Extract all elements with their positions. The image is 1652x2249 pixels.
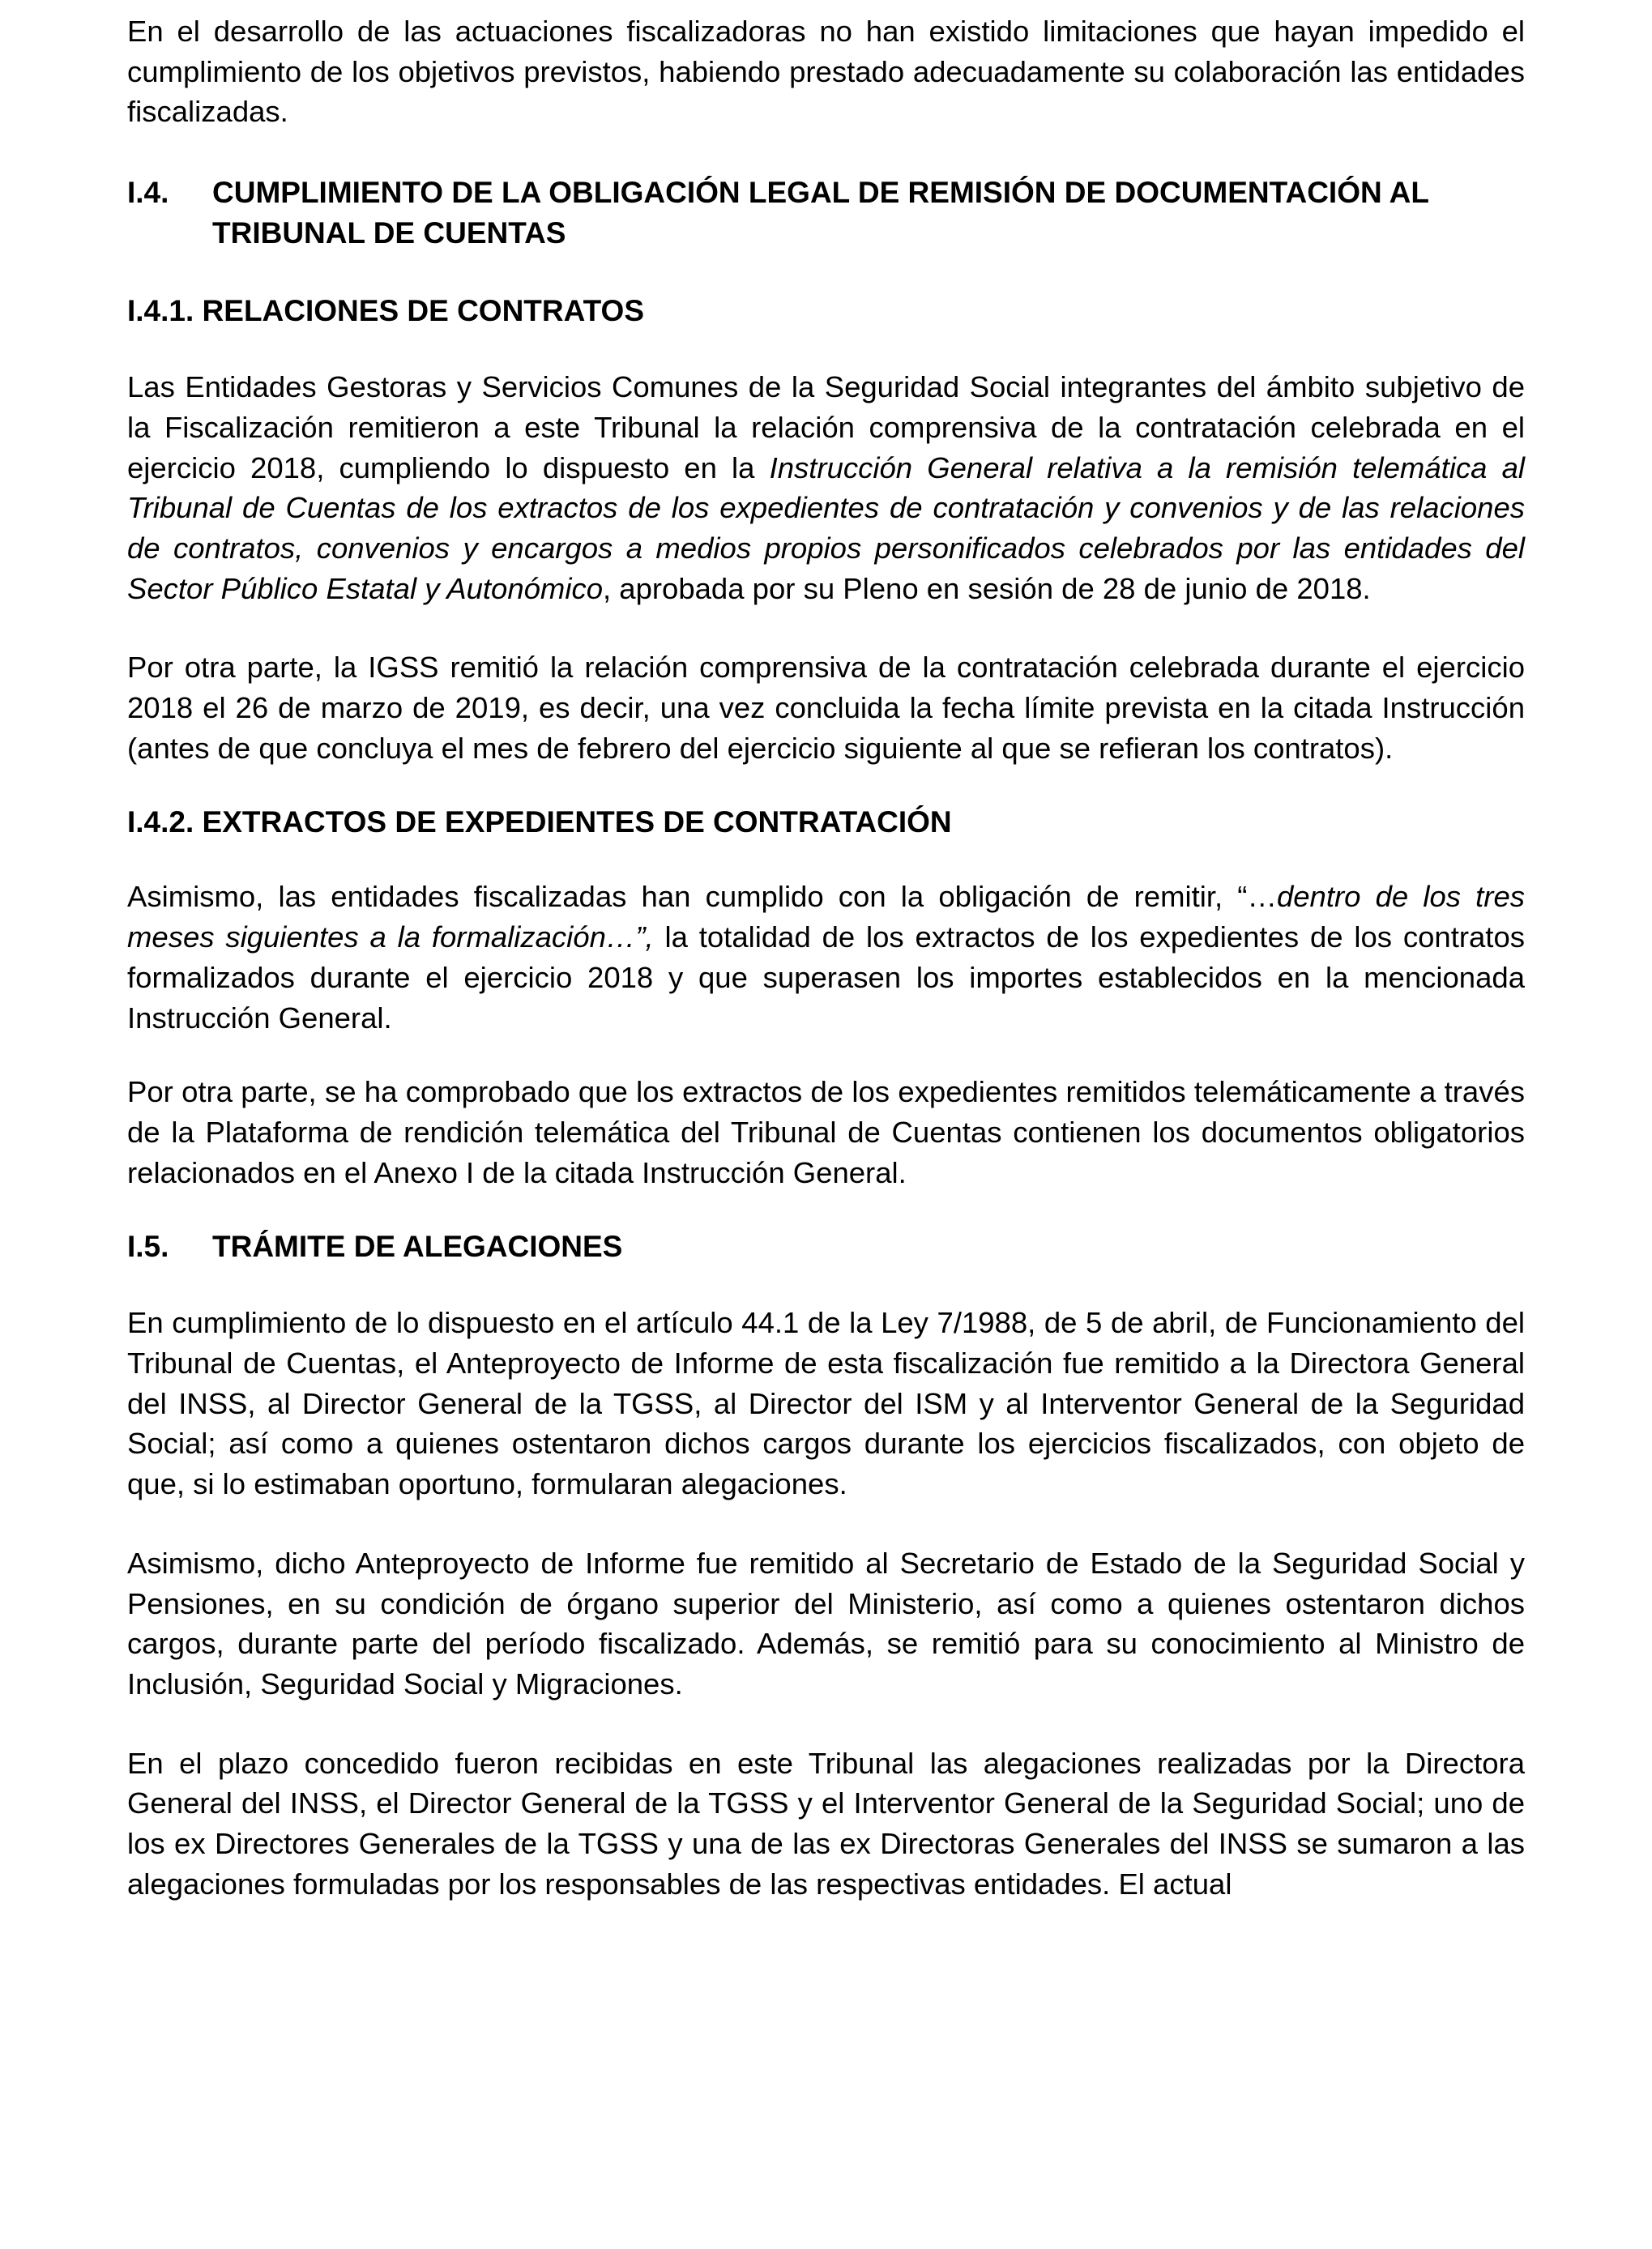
paragraph-igss-remission: Por otra parte, la IGSS remitió la relación comprensiva de la contratación celebrada durante el ejercicio 2018 el 26 de marzo de 2019, es decir, una vez concluida la fecha límite prevista en la citada Instrucción (antes de que concluya el mes de febrero del ejercicio siguiente al que se refieran los contratos).	[127, 651, 1525, 765]
paragraph-text: la totalidad de los extractos de los expedientes de los contratos formalizados durante el ejercicio 2018 y que superasen los importes establecidos en la mencionada Instrucción General.	[127, 920, 1525, 1035]
paragraph-extracts	[127, 877, 1525, 1038]
paragraph-allegations-procedure: En cumplimiento de lo dispuesto en el artículo 44.1 de la Ley 7/1988, de 5 de abril, de Funcionamiento del Tribunal de Cuentas, el Anteproyecto de Informe de esta fiscalización fue remitido a la Directora General del INSS, al Director General de la TGSS, al Director del ISM y al Interventor General de la Seguridad Social; así como a quienes ostentaron dichos cargos durante los ejercicios fiscalizados, con objeto de que, si lo estimaban oportuno, formularan alegaciones.	[127, 1306, 1525, 1501]
section-number: I.4.	[127, 176, 169, 210]
paragraph-secretary-remission: Asimismo, dicho Anteproyecto de Informe fue remitido al Secretario de Estado de la Seguridad Social y Pensiones, en su condición de órgano superior del Ministerio, así como a quienes ostentaron dichos cargos, durante parte del período fiscalizado. Además, se remitió para su conocimiento al Ministro de Inclusión, Seguridad Social y Migraciones.	[127, 1546, 1525, 1701]
paragraph-received-allegations: En el plazo concedido fueron recibidas en este Tribunal las alegaciones realizadas por la Directora General del INSS, el Director General de la TGSS y el Interventor General de la Seguridad Social; uno de los ex Directores Generales de la TGSS y una de las ex Directoras Generales del INSS se sumaron a las alegaciones formuladas por los responsables de las respectivas entidades. El actual	[127, 1746, 1525, 1901]
section-heading-i4	[127, 173, 1525, 254]
instruction-title-italic: Instrucción General relativa a la remisión telemática al Tribunal de Cuentas de los extractos de los expedientes de contratación y convenios y de las relaciones de contratos, convenios y encargos a medios propios personificados celebrados por las entidades del Sector Público Estatal y Autonómico	[127, 450, 1525, 605]
section-title: TRÁMITE DE ALEGACIONES	[212, 1230, 623, 1264]
section-heading-i5	[127, 1227, 1525, 1267]
section-number: I.5.	[127, 1230, 169, 1264]
paragraph-text: Asimismo, las entidades fiscalizadas han cumplido con la obligación de remitir, “…	[127, 880, 1277, 914]
paragraph-text: Las Entidades Gestoras y Servicios Comunes de la Seguridad Social integrantes del ámbito subjetivo de la Fiscalización remitieron a este Tribunal la relación comprensiva de la contratación celebrada en el ejercicio 2018, cumpliendo lo dispuesto en la	[127, 370, 1525, 484]
paragraph-text: , aprobada por su Pleno en sesión de 28 de junio de 2018.	[603, 571, 1371, 605]
paragraph-contract-relations	[127, 367, 1525, 608]
section-title: CUMPLIMIENTO DE LA OBLIGACIÓN LEGAL DE REMISIÓN DE DOCUMENTACIÓN AL TRIBUNAL DE CUENTAS	[212, 176, 1429, 250]
subsection-heading-i41: I.4.1. RELACIONES DE CONTRATOS	[127, 294, 644, 328]
document-page	[127, 11, 1525, 1905]
paragraph-limitations: En el desarrollo de las actuaciones fiscalizadoras no han existido limitaciones que hayan impedido el cumplimiento de los objetivos previstos, habiendo prestado adecuadamente su colaboración las entidades fiscalizadas.	[127, 15, 1525, 129]
paragraph-platform-documents: Por otra parte, se ha comprobado que los extractos de los expedientes remitidos telemáticamente a través de la Plataforma de rendición telemática del Tribunal de Cuentas contienen los documentos obligatorios relacionados en el Anexo I de la citada Instrucción General.	[127, 1075, 1525, 1189]
subsection-heading-i42: I.4.2. EXTRACTOS DE EXPEDIENTES DE CONTRATACIÓN	[127, 805, 952, 839]
quoted-phrase-italic: dentro de los tres meses siguientes a la formalización…”,	[127, 880, 1525, 954]
